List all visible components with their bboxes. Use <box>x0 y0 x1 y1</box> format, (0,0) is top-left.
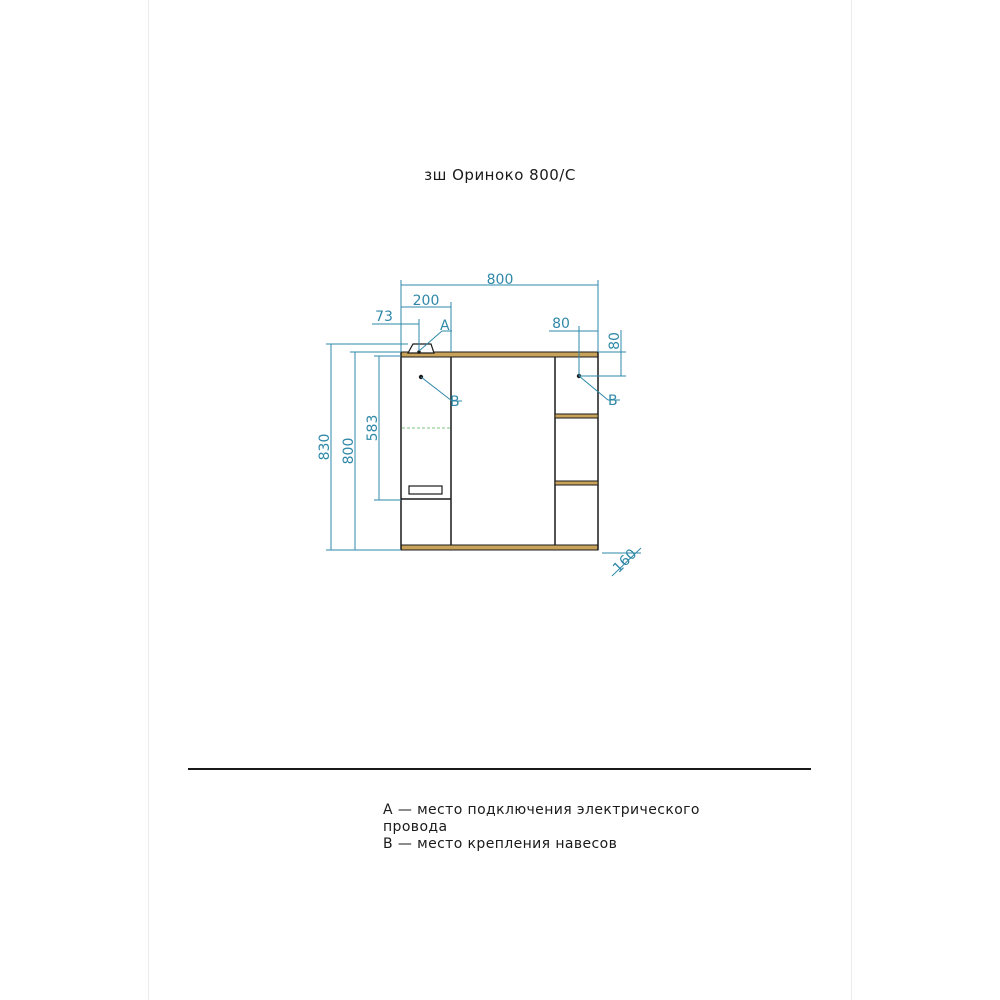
dim-offset-b-top: 80 <box>607 332 623 350</box>
note-a-continued: провода <box>383 819 448 835</box>
legend-notes <box>383 802 700 853</box>
note-a: А — место подключения электрического <box>383 802 700 818</box>
note-b: В — место крепления навесов <box>383 836 618 852</box>
right-shelf-1 <box>555 414 598 418</box>
cabinet-body <box>401 344 598 550</box>
dim-total-height: 830 <box>317 433 333 461</box>
dim-offset-a: 73 <box>375 309 393 325</box>
dimensions <box>317 272 641 576</box>
lamp-connector <box>408 344 434 353</box>
marker-b-right: B <box>608 393 618 409</box>
dim-total-width: 800 <box>486 272 514 288</box>
marker-a: A <box>440 318 450 334</box>
marker-b-left: B <box>450 394 460 410</box>
door-handle <box>409 486 442 494</box>
bottom-panel <box>401 545 598 550</box>
right-shelf-2 <box>555 481 598 485</box>
dim-body-height: 800 <box>341 437 357 465</box>
dim-depth: 160 <box>610 546 641 577</box>
dim-mount-height: 583 <box>365 414 381 442</box>
notes-separator <box>188 768 811 770</box>
dim-offset-b-right: 80 <box>552 316 570 332</box>
dim-left-cabinet-width: 200 <box>412 293 440 309</box>
drawing-title: зш Ориноко 800/С <box>424 166 576 184</box>
